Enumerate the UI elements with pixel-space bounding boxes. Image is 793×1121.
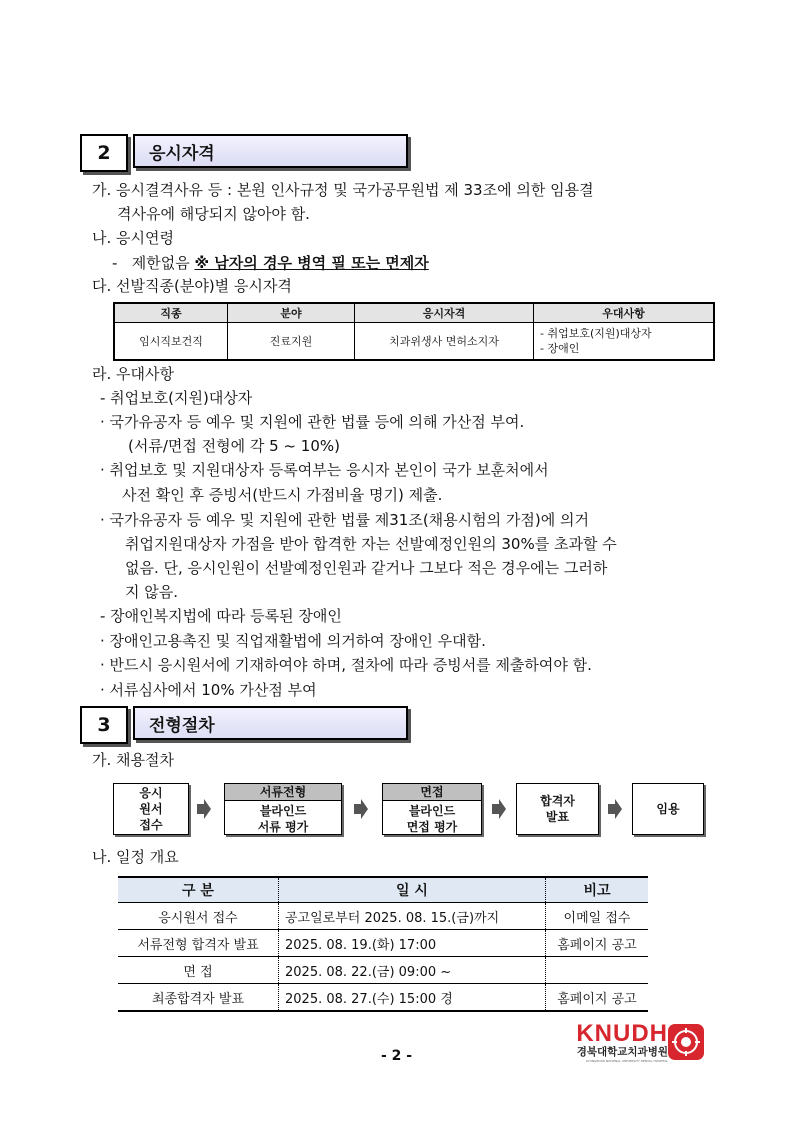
cell-category: 면 접 [118,957,279,984]
table-row [118,957,648,984]
pref-line: · 서류심사에서 10% 가산점 부여 [100,681,317,699]
step-text: 블라인드 [259,804,307,818]
logo-wordmark: KNUDH [576,1020,668,1047]
step-interview [382,783,482,835]
pref-item: - 장애인 [540,342,580,355]
section-title: 응시자격 [133,134,408,168]
pref-item: - 취업보호(지원)대상자 [540,327,652,340]
arrow-right-icon [492,799,506,819]
section-number: 3 [80,706,128,744]
pref-line: 없음. 단, 응시인원이 선발예정인원과 같거나 그보다 적은 경우에는 그러하 [125,559,608,577]
cell-note: 홈페이지 공고 [546,984,649,1012]
step-header: 서류전형 [225,784,341,801]
step-text: 서류 평가 [257,820,309,834]
pref-line: - 장애인복지법에 따라 등록된 장애인 [100,607,342,625]
qualification-table [113,302,715,361]
age-limit-text: 제한없음 [131,254,190,272]
pref-line: 사전 확인 후 증빙서(반드시 가점비율 명기) 제출. [122,486,443,504]
pref-ra: 라. 우대사항 [92,365,174,383]
cell-category: 서류전형 합격자 발표 [118,930,279,957]
table-header-row [118,877,648,903]
step-header: 면접 [383,784,481,801]
dash: - [112,254,118,272]
cell-field: 진료지원 [228,323,355,361]
page-number: - 2 - [380,1048,413,1064]
cell-datetime: 공고일로부터 2025. 08. 15.(금)까지 [279,903,546,930]
pref-line: · 국가유공자 등 예우 및 지원에 관한 법률 제31조(채용시험의 가점)에 의거 [100,511,589,529]
step-text: 접수 [139,818,163,832]
pref-line: - 취업보호(지원)대상자 [100,389,253,407]
pref-line: · 취업보호 및 지원대상자 등록여부는 응시자 본인이 국가 보훈처에서 [100,461,549,479]
col-header: 구 분 [118,877,279,903]
cell-category: 응시원서 접수 [118,903,279,930]
cell-note: 홈페이지 공고 [546,930,649,957]
qual-na-detail [112,253,429,273]
col-header: 우대사항 [534,303,715,323]
pref-line: · 국가유공자 등 예우 및 지원에 관한 법률 등에 의해 가산점 부여. [100,413,525,431]
step-text: 원서 [139,802,163,816]
step-text: 블라인드 [408,804,456,818]
proc-ga: 가. 채용절차 [92,751,174,769]
logo-korean-name: 경북대학교치과병원 [576,1046,668,1058]
step-application [113,783,189,835]
pref-line: · 반드시 응시원서에 기재하여야 하며, 절차에 따라 증빙서를 제출하여야 함. [100,656,592,674]
cell-note [546,957,649,984]
arrow-right-icon [354,799,368,819]
table-row [118,903,648,930]
step-document-screening [224,783,342,835]
cell-note: 이메일 접수 [546,903,649,930]
qual-da: 다. 선발직종(분야)별 응시자격 [92,277,292,295]
step-text: 응시 [139,786,163,800]
step-text: 면접 평가 [406,820,458,834]
step-text: 합격자 [540,794,575,808]
cell-datetime: 2025. 08. 19.(화) 17:00 [279,930,546,957]
table-header-row [114,303,714,323]
step-appointment [632,783,704,835]
cell-datetime: 2025. 08. 27.(수) 15:00 경 [279,984,546,1012]
section-title: 전형절차 [133,706,408,740]
col-header: 응시자격 [355,303,534,323]
cell-requirement: 치과위생사 면허소지자 [355,323,534,361]
step-text: 임용 [656,802,680,816]
table-row [114,323,714,361]
table-row [118,930,648,957]
qual-ga-line2: 격사유에 해당되지 않아야 함. [117,205,310,223]
col-header: 비고 [546,877,649,903]
cell-category: 최종합격자 발표 [118,984,279,1012]
arrow-right-icon [608,799,622,819]
step-announcement [516,783,599,835]
table-row [118,984,648,1012]
pref-line: 취업지원대상자 가점을 받아 합격한 자는 선발예정인원의 30%를 초과할 수 [125,535,617,553]
schedule-table [118,876,648,1012]
pref-line: 지 않음. [125,583,179,601]
cell-preference [534,323,715,361]
military-note: ※ 남자의 경우 병역 필 또는 면제자 [194,254,429,272]
pref-line: · 장애인고용촉진 및 직업재활법에 의거하여 장애인 우대함. [100,632,486,650]
cell-datetime: 2025. 08. 22.(금) 09:00 ~ [279,957,546,984]
qual-na: 나. 응시연령 [92,229,174,247]
proc-na: 나. 일정 개요 [92,848,179,866]
col-header: 일 시 [279,877,546,903]
step-text: 발표 [545,810,570,824]
col-header: 분야 [228,303,355,323]
cell-job: 임시직보건직 [114,323,228,361]
pref-line: (서류/면접 전형에 각 5 ~ 10%) [128,437,340,455]
section-number: 2 [80,134,128,172]
logo-english-name: KYUNGPOOK NATIONAL UNIVERSITY DENTAL HOSPITAL [585,1059,668,1063]
col-header: 직종 [114,303,228,323]
qual-ga-line1: 가. 응시결격사유 등 : 본원 인사규정 및 국가공무원법 제 33조에 의한 임용결 [92,181,594,199]
arrow-right-icon [197,799,211,819]
